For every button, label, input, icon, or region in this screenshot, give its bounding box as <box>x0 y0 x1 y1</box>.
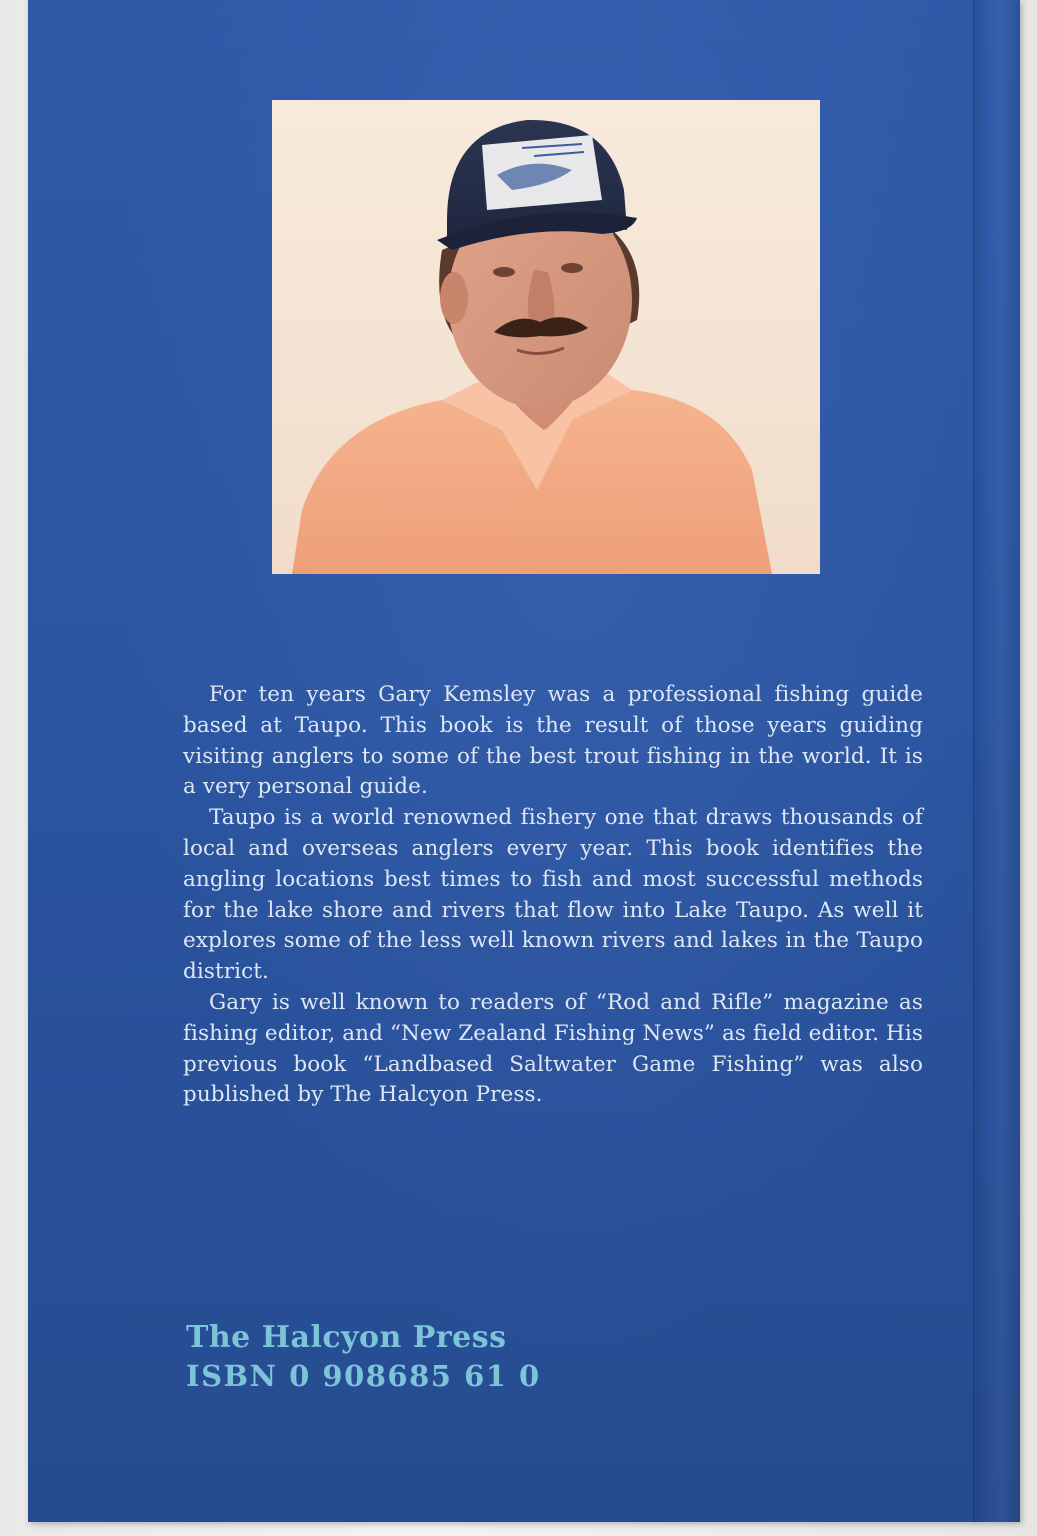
back-cover-blurb <box>183 680 923 1111</box>
blurb-paragraph: Taupo is a world renowned fishery one that draws thousands of local and overseas anglers every year. This book identifies the angling locations best times to fish and most successful methods for the lake shore and rivers that flow into Lake Taupo. As well it explores some of the less well known rivers and lakes in the Taupo district. <box>183 805 923 985</box>
cover-spine-edge <box>973 0 1020 1522</box>
isbn-number: ISBN 0 908685 61 0 <box>186 1359 541 1393</box>
eye-right <box>561 263 583 273</box>
back-cover <box>28 0 1020 1522</box>
ear-shape <box>440 272 468 324</box>
author-portrait-illustration <box>272 100 820 574</box>
eye-left <box>493 267 515 277</box>
publisher-name: The Halcyon Press <box>186 1320 507 1355</box>
blurb-paragraph: Gary is well known to readers of “Rod and Rifle” magazine as fishing editor, and “New Zealand Fishing News” as field editor. His previous book “Landbased Saltwater Game Fishing” was also published by The Halcyon Press. <box>183 989 923 1108</box>
blurb-paragraph: For ten years Gary Kemsley was a professional fishing guide based at Taupo. This book is the result of those years guiding visiting anglers to some of the best trout fishing in the world. It is a very personal guide. <box>183 682 923 800</box>
author-photo <box>272 100 820 574</box>
